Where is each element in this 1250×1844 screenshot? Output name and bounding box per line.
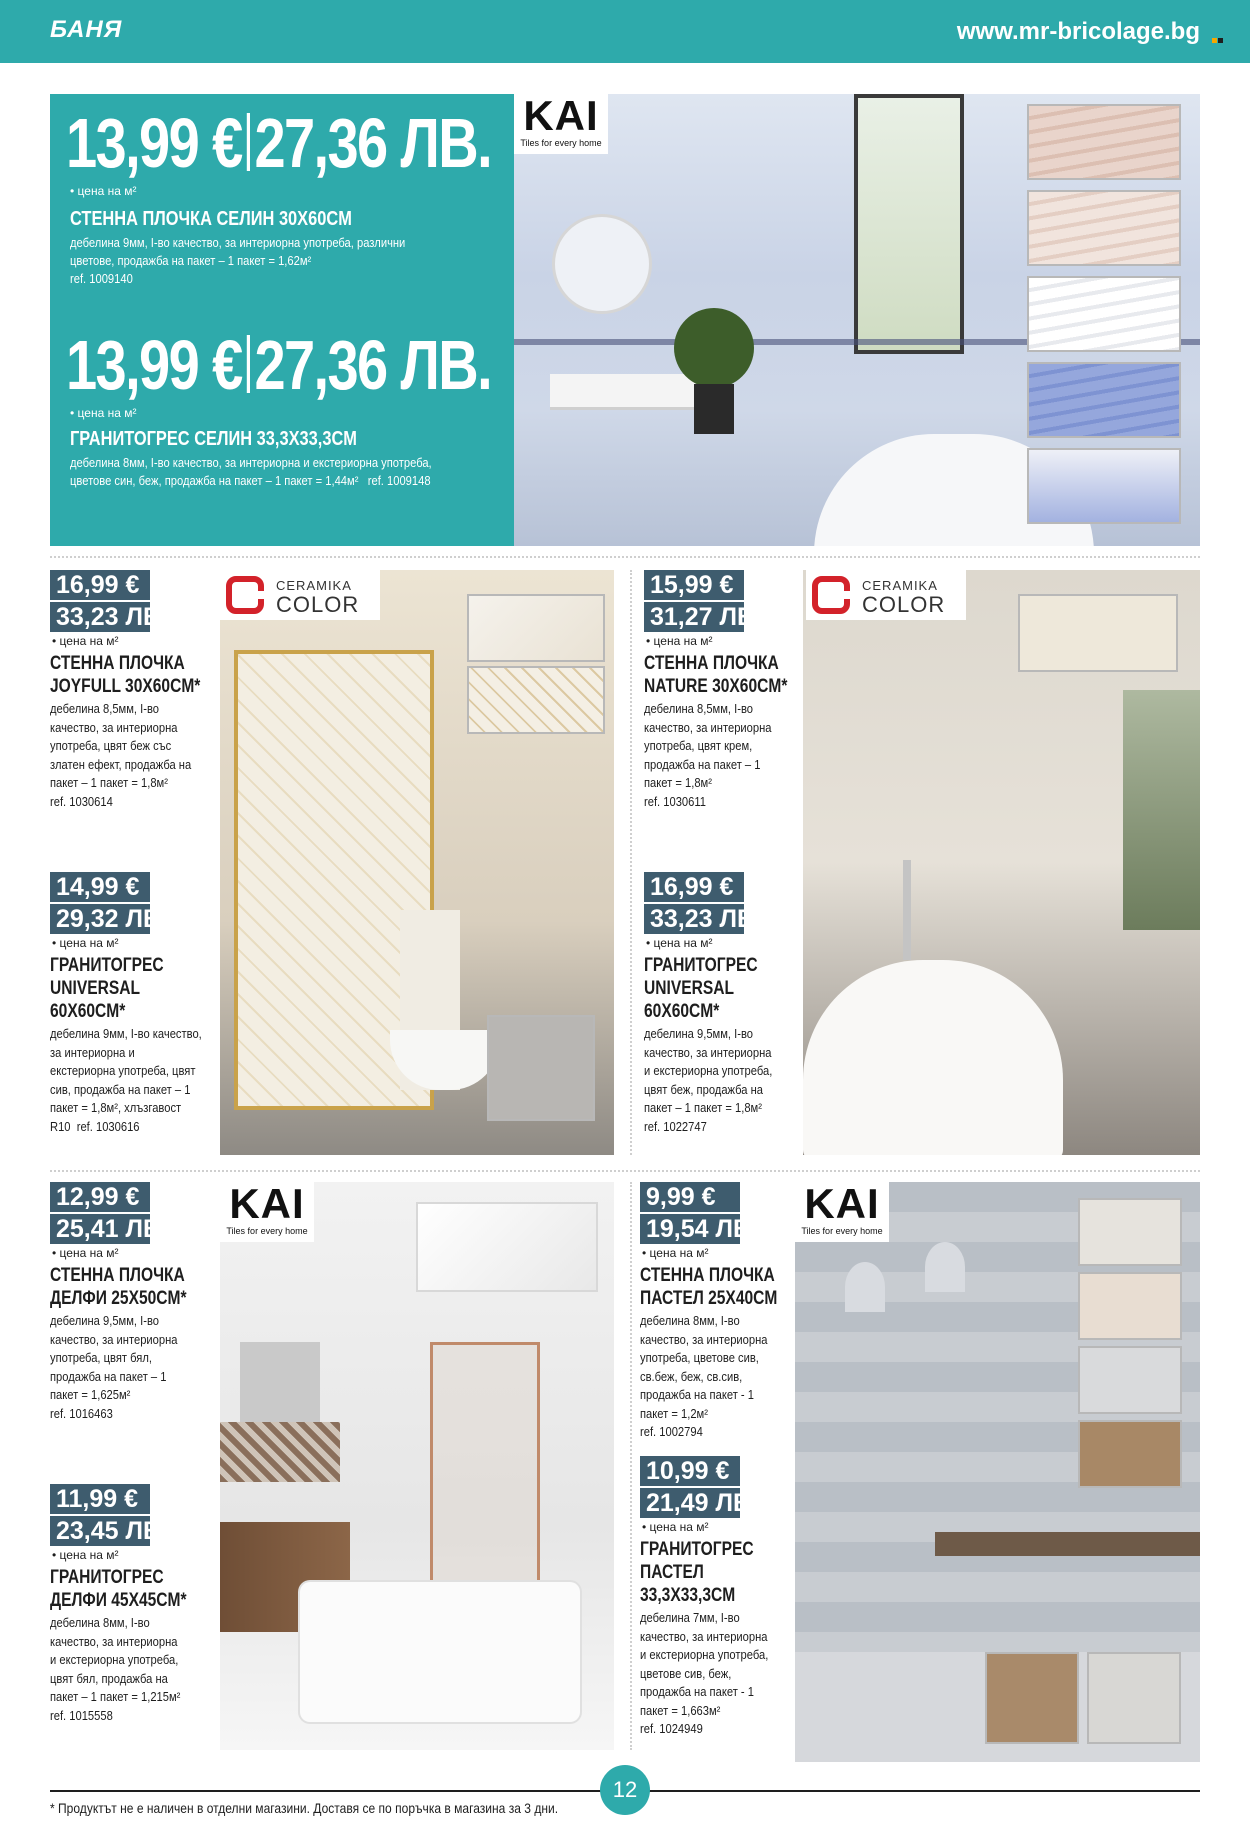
product-name: ГРАНИТОГРЕС ДЕЛФИ 45X45CM* (50, 1567, 187, 1611)
price-eur: 14,99 € (50, 872, 150, 902)
product-nature (644, 570, 804, 811)
product-ref: ref. 1030611 (644, 793, 706, 809)
price-unit: • цена на м² (52, 1548, 119, 1562)
product-ref: ref. 1016463 (50, 1405, 113, 1421)
product-universal-grey (50, 872, 210, 1136)
price-lv: 19,54 ЛВ. (640, 1214, 740, 1244)
tile-swatch-grey (487, 1015, 595, 1121)
price-eur: 16,99 € (50, 570, 150, 600)
footnote: * Продуктът не е наличен в отделни магазини. Доставя се по поръчка в магазина за 3 дни. (50, 1800, 559, 1816)
product-ref: ref. 1002794 (640, 1424, 703, 1439)
product-delfi-wall (50, 1182, 210, 1423)
kai-logo: KAI Tiles for every home (795, 1182, 889, 1242)
kai-logo: KAI Tiles for every home (220, 1182, 314, 1242)
tile-swatch-marble (467, 594, 605, 662)
product-name: ГРАНИТОГРЕС СЕЛИН 33,3X33,3CM (70, 428, 357, 450)
product-description: дебелина 8,5мм, I-во качество, за интериорна употреба, цвят крем, продажба на пакет – 1 пакет = 1,8м² ref. 1030611 (644, 701, 772, 809)
product-description: дебелина 8мм, I-во качество, за интериорна и екстериорна употреба, цвят бял, продажба на пакет – 1 пакет = 1,215м² ref. 1015558 (50, 1615, 181, 1723)
product-name: СТЕННА ПЛОЧКА ДЕЛФИ 25X50CM* (50, 1265, 187, 1309)
price-lv: 25,41 ЛВ. (50, 1214, 150, 1244)
price-lv: 33,23 ЛВ. (644, 904, 744, 934)
product-description: дебелина 8мм, I-во качество, за интериорна и екстериорна употреба, цветове син, беж, продажба на пакет – 1 пакет = 1,44м² ref. 1009148 (70, 455, 432, 488)
product-name: ГРАНИТОГРЕС ПАСТЕЛ 33,3X33,3CM (640, 1539, 754, 1606)
tile-swatch-light-beige (1078, 1272, 1182, 1340)
kai-logo: KAI Tiles for every home (514, 94, 608, 154)
product-name: СТЕННА ПЛОЧКА NATURE 30X60CM* (644, 653, 788, 697)
price-eur: 10,99 € (640, 1456, 740, 1486)
price-unit: • цена на м² (646, 936, 713, 950)
tile-swatch-blue-gradient (1027, 448, 1181, 524)
hero-price-2 (66, 326, 492, 404)
price-eur: 15,99 € (644, 570, 744, 600)
price-eur: 9,99 € (640, 1182, 740, 1212)
price-unit: • цена на м² (70, 406, 137, 420)
price-lv: 21,49 ЛВ. (640, 1488, 740, 1518)
ceramika-color-logo: CERAMIKA COLOR (806, 570, 966, 620)
separator (50, 1170, 1200, 1172)
price-unit: • цена на м² (52, 936, 119, 950)
product-description: дебелина 7мм, I-во качество, за интериорна и екстериорна употреба, цветове сив, беж, продажба на пакет - 1 пакет = 1,663м² ref. 1024949 (640, 1610, 769, 1736)
price-eur: 13,99 € (66, 326, 242, 404)
price-lv: 27,36 ЛВ. (254, 104, 492, 182)
product-pastel-wall (640, 1182, 800, 1442)
product-joyfull (50, 570, 210, 811)
price-lv: 29,32 ЛВ. (50, 904, 150, 934)
tile-swatch-wood-floor (985, 1652, 1079, 1744)
product-description: дебелина 9мм, I-во качество, за интериорна и екстериорна употреба, цвят сив, продажба на пакет – 1 пакет = 1,8м², хлъзгавост R10 ref. 1030616 (50, 1026, 202, 1134)
product-ref: ref. 1030616 (76, 1118, 140, 1134)
tile-swatch-beige (1027, 190, 1181, 266)
tile-swatch-grey-floor (1087, 1652, 1181, 1744)
tile-swatch-gold-pattern (467, 666, 605, 734)
product-ref: ref. 1024949 (640, 1721, 703, 1736)
tile-swatch-cream (1018, 594, 1178, 672)
product-description: дебелина 8,5мм, I-во качество, за интериорна употреба, цвят беж със златен ефект, продажба на пакет – 1 пакет = 1,8м² ref. 1030614 (50, 701, 192, 809)
website-link[interactable]: www.mr-bricolage.bg (956, 18, 1200, 45)
price-unit: • цена на м² (70, 184, 137, 198)
tile-swatch-white (1027, 276, 1181, 352)
brand-dots-icon (1212, 30, 1230, 40)
product-pastel-floor (640, 1456, 800, 1739)
price-lv: 31,27 ЛВ. (644, 602, 744, 632)
product-description: дебелина 8мм, I-во качество, за интериорна употреба, цветове сив, св.беж, беж, св.сив, продажба на пакет - 1 пакет = 1,2м² ref. 1002794 (640, 1313, 768, 1439)
product-name: ГРАНИТОГРЕС UNIVERSAL 60X60CM* (50, 955, 164, 1022)
product-description: дебелина 9мм, I-во качество, за интериорна употреба, различни цветове, продажба на пакет – 1 пакет = 1,62м² ref. 1009140 (70, 235, 406, 286)
product-ref: ref. 1022747 (644, 1118, 707, 1134)
price-eur: 11,99 € (50, 1484, 150, 1514)
product-name: СТЕННА ПЛОЧКА JOYFULL 30X60CM* (50, 653, 201, 697)
price-unit: • цена на м² (646, 634, 713, 648)
price-lv: 23,45 ЛВ. (50, 1516, 150, 1546)
separator (630, 570, 632, 1155)
tile-swatch-blue (1027, 362, 1181, 438)
price-unit: • цена на м² (642, 1246, 709, 1260)
product-description: дебелина 9,5мм, I-во качество, за интериорна и екстериорна употреба, цвят беж, продажба на пакет – 1 пакет = 1,8м² ref. 1022747 (644, 1026, 773, 1134)
tile-swatch-light-grey (1078, 1198, 1182, 1266)
price-lv: 27,36 ЛВ. (254, 326, 492, 404)
price-unit: • цена на м² (52, 1246, 119, 1260)
tile-swatch-grey (1078, 1346, 1182, 1414)
price-unit: • цена на м² (52, 634, 119, 648)
product-name: СТЕННА ПЛОЧКА СЕЛИН 30X60CM (70, 208, 352, 230)
price-eur: 12,99 € (50, 1182, 150, 1212)
page-number: 12 (600, 1765, 650, 1815)
product-ref: ref. 1009140 (70, 271, 133, 286)
hero-price-panel (50, 94, 514, 546)
product-ref: ref. 1015558 (50, 1707, 113, 1723)
product-description: дебелина 9,5мм, I-во качество, за интериорна употреба, цвят бял, продажба на пакет – 1 пакет = 1,625м² ref. 1016463 (50, 1313, 178, 1421)
separator (50, 556, 1200, 558)
separator (630, 1182, 632, 1750)
tile-swatch-wood (1078, 1420, 1182, 1488)
product-ref: ref. 1030614 (50, 793, 113, 809)
product-name: ГРАНИТОГРЕС UNIVERSAL 60X60CM* (644, 955, 758, 1022)
hero-price-1 (66, 104, 492, 182)
product-name: СТЕННА ПЛОЧКА ПАСТЕЛ 25X40CM (640, 1265, 778, 1309)
price-lv: 33,23 ЛВ. (50, 602, 150, 632)
section-title: БАНЯ (50, 16, 123, 43)
top-bar (0, 0, 1250, 63)
price-eur: 16,99 € (644, 872, 744, 902)
ceramika-color-logo: CERAMIKA COLOR (220, 570, 380, 620)
product-delfi-floor (50, 1484, 210, 1725)
product-universal-beige (644, 872, 804, 1136)
tile-swatch-pink (1027, 104, 1181, 180)
tile-swatch-white-marble (416, 1202, 598, 1292)
price-eur: 13,99 € (66, 104, 242, 182)
product-ref: ref. 1009148 (367, 473, 431, 488)
price-unit: • цена на м² (642, 1520, 709, 1534)
